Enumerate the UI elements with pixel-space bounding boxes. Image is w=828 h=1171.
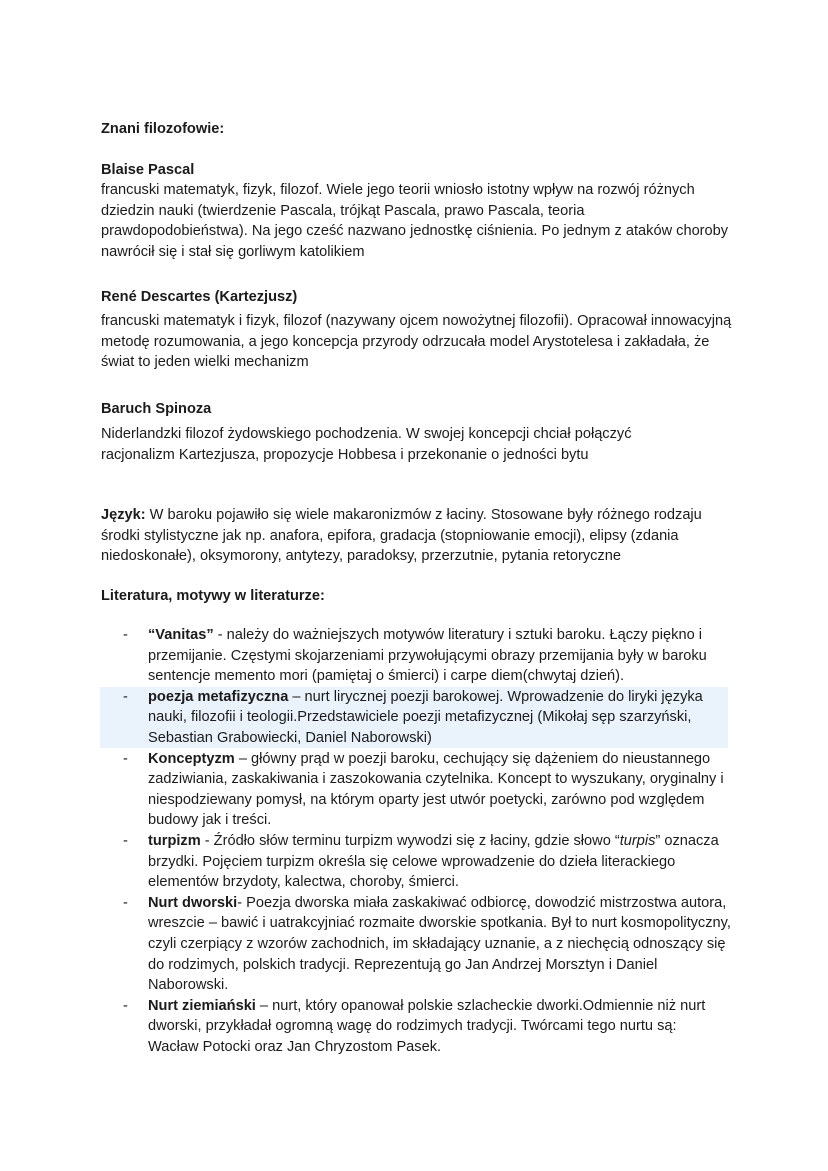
list-item-nurt-ziemianski [101,996,731,1058]
term: turpizm [148,832,201,849]
bullet-dash: - [123,688,128,705]
philosopher-description-descartes: francuski matematyk i fizyk, filozof (nazywany ojcem nowożytnej filozofii). Opracował innowacyjną metodę rozumowania, a jego koncepcja przyrody odrzucała model Arystotelesa i zakładała, że świat to jeden wielki mechanizm [101,313,732,371]
term: Nurt ziemiański [148,997,256,1014]
list-item-konceptyzm [101,749,731,831]
language-paragraph [101,505,729,567]
term-description: – nurt, który opanował polskie szlacheckie dworki.Odmiennie niż nurt dworski, przykładał ogromną wagę do rodzimych tradycji. Twórcami tego nurtu są: Wacław Potocki oraz Jan Chryzostom Pasek. [148,997,706,1055]
term-description: – główny prąd w poezji baroku, cechujący się dążeniem do nieustannego zadziwiania, zaskakiwania i zaszokowania czytelnika. Koncept to wyszukany, oryginalny i niespodziewany pomysł, na którym oparty jest utwór poetycki, zarówno pod względem budowy jak i treści. [148,750,724,829]
philosopher-name-descartes: René Descartes (Kartezjusz) [101,289,298,305]
motifs-list [101,625,731,1057]
language-text: W baroku pojawiło się wiele makaronizmów z łaciny. Stosowane były różnego rodzaju środki stylistyczne jak np. anafora, epifora, gradacja (stopniowanie emocji), elipsy (zdania niedoskonałe), oksymorony, antytezy, paradoksy, przerzutnie, pytania retoryczne [101,507,702,565]
term-description: - należy do ważniejszych motywów literatury i sztuki baroku. Łączy piękno i przemijanie. Częstymi skojarzeniami przywołującymi obrazy przemijania były w baroku sentencje memento mori (pamiętaj o śmierci) i carpe diem(chwytaj dzień). [148,627,707,685]
term-description: - Źródło słów terminu turpizm wywodzi się z łaciny, gdzie słowo “ [200,832,620,849]
list-item-nurt-dworski [101,893,731,996]
term-latin-word: turpis [619,832,656,849]
term: “Vanitas” [148,627,214,643]
term-description-continued: ” oznacza brzydki. Pojęciem turpizm określa się celowe wprowadzenie do dzieła literackiego elementów brzydoty, kalectwa, choroby, śmierci. [148,832,719,891]
philosopher-description-spinoza: Niderlandzki filozof żydowskiego pochodzenia. W swojej koncepcji chciał połączyć racjonalizm Kartezjusza, propozycje Hobbesa i przekonanie o jedności bytu [101,426,632,463]
section-title-literature: Literatura, motywy w literaturze: [101,588,325,604]
bullet-dash: - [123,627,128,643]
list-item-vanitas [101,625,731,687]
bullet-dash: - [123,997,128,1014]
philosopher-name-spinoza: Baruch Spinoza [101,401,212,417]
section-title-philosophers: Znani filozofowie: [101,121,225,137]
bullet-dash: - [123,894,128,911]
term-description: - Poezja dworska miała zaskakiwać odbiorcę, dowodzić mistrzostwa autora, wreszcie – bawić i uatrakcyjniać rozmaite dworskie spotkania. Był to nurt kosmopolityczny, czyli czerpiący z wzorów zachodnich, im składający uznanie, a z niechęcią odnoszący się do rodzimych, polskich tradycji. Reprezentują go Jan Andrzej Morsztyn i Daniel Naborowski. [148,894,731,994]
language-label: Język: [101,507,146,523]
list-item-turpizm [101,831,731,893]
philosopher-name-pascal: Blaise Pascal [101,162,195,178]
term: Konceptyzm [148,750,235,767]
list-item-poezja-metafizyczna [101,687,731,749]
term: Nurt dworski [148,894,238,911]
philosopher-description-pascal: francuski matematyk, fizyk, filozof. Wiele jego teorii wniosło istotny wpływ na rozwój różnych dziedzin nauki (twierdzenie Pascala, trójkąt Pascala, prawo Pascala, teoria prawdopodobieństwa). Na jego cześć nazwano jednostkę ciśnienia. Po jednym z ataków choroby nawrócił się i stał się gorliwym katolikiem [101,182,729,260]
bullet-dash: - [123,750,128,767]
term: poezja metafizyczna [148,688,289,705]
bullet-dash: - [123,832,128,849]
term-description: – nurt lirycznej poezji barokowej. Wprowadzenie do liryki języka nauki, filozofii i teologii.Przedstawiciele poezji metafizycznej (Mikołaj sęp szarzyński, Sebastian Grabowiecki, Daniel Naborowski) [148,688,703,746]
